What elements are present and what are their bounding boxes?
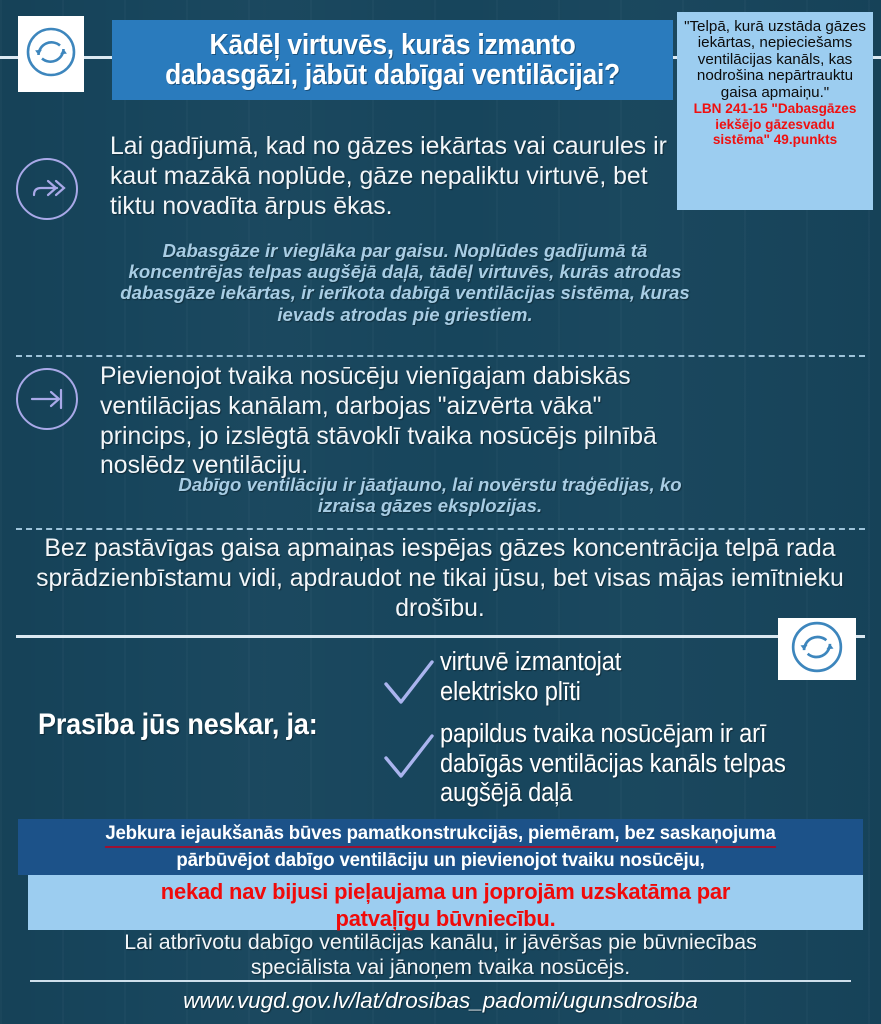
page-title-line2: dabasgāzi, jābūt dabīgai ventilācijai? — [165, 59, 620, 91]
vugd-logo-top — [18, 16, 84, 92]
header — [0, 0, 881, 148]
page-title-line1: Kādēļ virtuvēs, kurās izmanto — [209, 28, 576, 61]
closing-line1: Lai atbrīvotu dabīgo ventilācijas kanālu, ir jāvēršas pie būvniecības — [124, 930, 757, 954]
section-divider-3 — [16, 635, 865, 638]
requirement-item-2: papildus tvaika nosūcējam ir arī dabīgās ventilācijas kanāls telpas augšējā daļā — [440, 720, 786, 808]
warning-dark-line1-wrap — [35, 821, 846, 848]
warning-band-light — [28, 875, 863, 930]
footer-divider — [30, 980, 851, 982]
section-3-body: Bez pastāvīgas gaisa apmaiņas iespējas gāzes koncentrācija telpā rada sprādzienbīstamu vidi, apdraudot ne tikai jūsu, bet visas mājas iemītnieku drošību. — [36, 535, 844, 622]
section-1-body: Lai gadījumā, kad no gāzes iekārtas vai caurules ir kaut mazākā noplūde, gāze nepaliktu virtuvē, bet tiktu novadīta ārpus ēkas. — [110, 133, 667, 220]
regulation-source-line1: LBN 241-15 "Dabasgāzes — [693, 101, 857, 117]
warning-light-line2: patvaļīgu būvniecību. — [335, 906, 556, 932]
warning-dark-line1: Jebkura iejaukšanās būves pamatkonstrukcijās, piemēram, bez saskaņojuma — [105, 821, 775, 848]
section-divider-1 — [16, 355, 865, 357]
footer-url[interactable]: www.vugd.gov.lv/lat/drosibas_padomi/ugunsdrosiba — [183, 988, 698, 1013]
warning-band-dark — [18, 819, 863, 875]
warning-light-line1: nekad nav bijusi pieļaujama un joprojām uzskatāma par — [160, 879, 731, 904]
regulation-quote-text: "Telpā, kurā uzstāda gāzes iekārtas, nepieciešams ventilācijas kanāls, kas nodrošina nepārtrauktu gaisa apmaiņu." — [684, 18, 866, 101]
closing-text — [20, 930, 861, 981]
recycle-arrows-icon — [24, 25, 78, 84]
section-divider-2 — [16, 528, 865, 530]
requirement-item-1: virtuvē izmantojat elektrisko plīti — [440, 648, 622, 706]
circled-arrow-right-bar-icon — [16, 368, 78, 430]
checkmark-icon — [382, 732, 430, 780]
warning-dark-line2: pārbūvējot dabīgo ventilāciju un pievienojot tvaiku nosūcēju, — [176, 848, 705, 871]
requirement-label: Prasība jūs neskar, ja: — [38, 708, 318, 741]
regulation-source-line3: sistēma" 49.punkts — [712, 132, 838, 148]
regulation-quote-box — [677, 12, 873, 210]
recycle-arrows-icon — [789, 619, 845, 680]
closing-line2: speciālista vai jānoņem tvaika nosūcējs. — [250, 955, 631, 980]
regulation-source-line2: iekšējo gāzesvadu — [715, 116, 835, 132]
section-1-note: Dabasgāze ir vieglāka par gaisu. Noplūdes gadījumā tā koncentrējas telpas augšējā daļā, tādēļ virtuvēs, kurās atrodas dabasgāze iekārtas, ir ierīkota dabīgā ventilācijas sistēma, kuras ievads atrodas pie griestiem. — [120, 240, 690, 325]
checkmark-icon — [382, 658, 430, 706]
section-2-note: Dabīgo ventilāciju ir jāatjauno, lai novērstu traģēdijas, ko izraisa gāzes eksplozijas. — [178, 474, 682, 517]
circled-double-arrow-right-icon — [16, 158, 78, 220]
vugd-logo-bottom — [778, 618, 856, 680]
page-title-banner — [112, 20, 673, 100]
section-2-body: Pievienojot tvaika nosūcēju vienīgajam dabiskās ventilācijas kanālam, darbojas "aizvērta vāka" princips, jo izslēgtā stāvoklī tvaika nosūcējs pilnībā noslēdz ventilāciju. — [100, 363, 657, 480]
